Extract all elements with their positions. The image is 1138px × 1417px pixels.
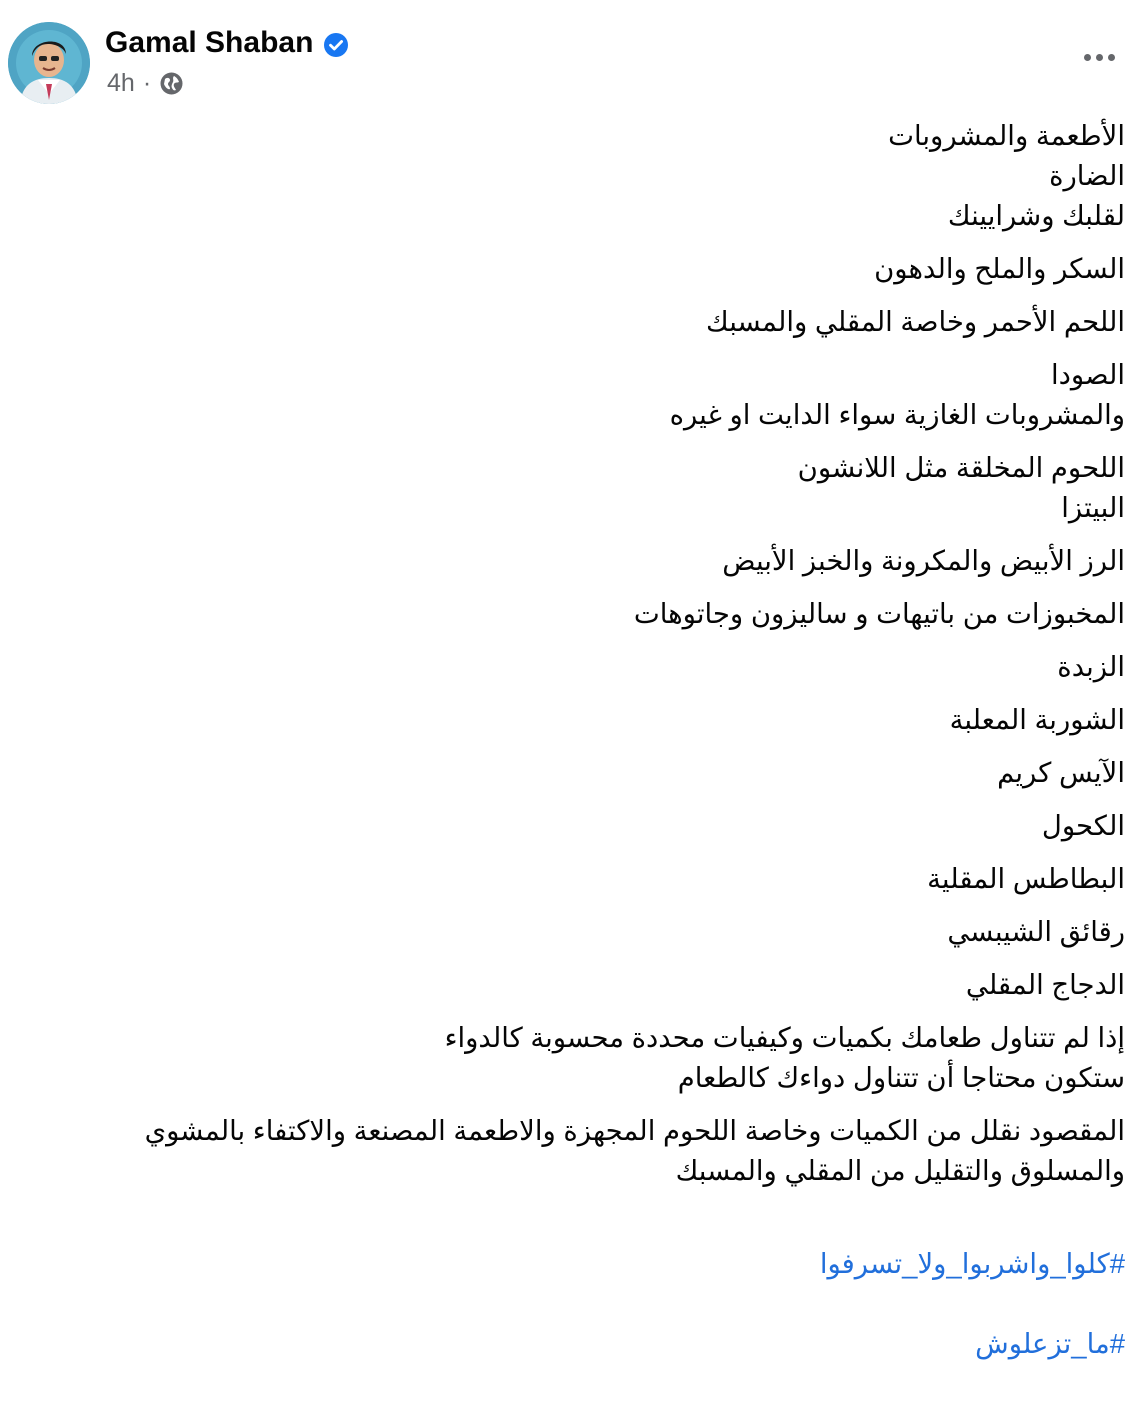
post-paragraph: اللحوم المخلقة مثل اللانشون البيتزا: [797, 452, 1125, 523]
verified-badge-icon: [323, 30, 349, 56]
more-options-dot: [1108, 54, 1115, 61]
post-paragraph: إذا لم تتناول طعامك بكميات وكيفيات محددة محسوبة كالدواء ستكون محتاجا أن تتناول دواءك كالطعام: [444, 1022, 1125, 1093]
post-paragraph: اللحم الأحمر وخاصة المقلي والمسبك: [706, 306, 1125, 337]
hashtag-list: [25, 1204, 1125, 1404]
post-content: [25, 116, 1125, 1417]
globe-icon[interactable]: [159, 71, 184, 96]
hashtag-link[interactable]: #كلوا_واشربوا_ولا_تسرفوا: [819, 1248, 1125, 1279]
post-paragraph: الرز الأبيض والمكرونة والخبز الأبيض: [722, 545, 1125, 576]
avatar[interactable]: [8, 22, 90, 104]
post-paragraph: الصودا والمشروبات الغازية سواء الدايت او غيره: [669, 359, 1125, 430]
post-paragraph: المقصود نقلل من الكميات وخاصة اللحوم المجهزة والاطعمة المصنعة والاكتفاء بالمشوي والمسلوق والتقليل من المقلي والمسبك: [144, 1115, 1125, 1186]
post-paragraph: البطاطس المقلية: [927, 863, 1125, 894]
hashtag-link[interactable]: #ما_تزعلوش: [975, 1328, 1125, 1359]
post-timestamp[interactable]: 4h: [107, 69, 135, 97]
post-paragraph: السكر والملح والدهون: [874, 253, 1125, 284]
more-options-icon: [1084, 54, 1091, 61]
post-meta: [107, 68, 184, 98]
post-paragraph: الكحول: [1041, 810, 1125, 841]
author-name-link[interactable]: [105, 24, 349, 62]
post-paragraph: الآيس كريم: [997, 757, 1125, 788]
post-paragraph: المخبوزات من باتيهات و ساليزون وجاتوهات: [633, 598, 1125, 629]
meta-separator: ·: [142, 69, 152, 97]
post-paragraph: الزبدة: [1057, 651, 1125, 682]
avatar-image: [8, 22, 90, 104]
more-options-dot: [1096, 54, 1103, 61]
post-paragraph: الأطعمة والمشروبات الضارة لقلبك وشرايينك: [888, 120, 1125, 231]
post-paragraph: الدجاج المقلي: [965, 969, 1125, 1000]
post-header: [8, 22, 1130, 104]
more-options-button[interactable]: [1076, 42, 1122, 72]
post-paragraph: الشوربة المعلبة: [949, 704, 1125, 735]
post-paragraph: رقائق الشيبسي: [947, 916, 1125, 947]
author-name[interactable]: Gamal Shaban: [105, 26, 314, 59]
